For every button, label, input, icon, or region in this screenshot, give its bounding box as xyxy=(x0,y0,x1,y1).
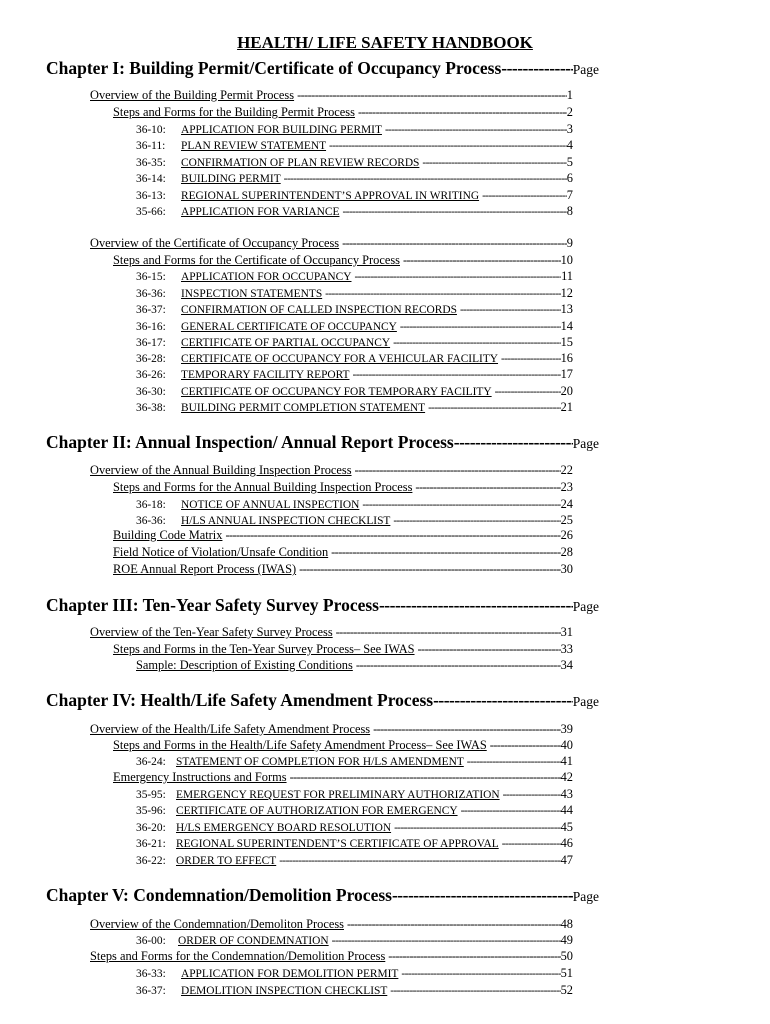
toc-entry[interactable]: ROE Annual Report Process (IWAS) ----- 30 xyxy=(113,562,573,578)
toc-form-entry[interactable]: 36-36: INSPECTION STATEMENTS ----- 12 xyxy=(136,286,573,302)
toc-entry[interactable]: Emergency Instructions and Forms ----- 42 xyxy=(113,770,573,786)
toc-form-entry[interactable]: 36-35: CONFIRMATION OF PLAN REVIEW RECORDS ----- 5 xyxy=(136,155,573,171)
toc-entry[interactable]: Overview of the Building Permit Process ----- 1 xyxy=(90,88,573,104)
toc-entry[interactable]: Overview of the Condemnation/Demoliton Process ----- 48 xyxy=(90,917,573,933)
toc-entry[interactable]: Overview of the Certificate of Occupancy Process ----- 9 xyxy=(90,236,573,252)
toc-form-entry[interactable]: 35-96: CERTIFICATE OF AUTHORIZATION FOR EMERGENCY ----- 44 xyxy=(136,803,573,819)
chapter-4-heading: Chapter IV: Health/Life Safety Amendment Process ----- Page xyxy=(46,690,599,711)
toc-entry[interactable]: Building Code Matrix ----- 26 xyxy=(113,528,573,544)
toc-form-entry[interactable]: 35-66: APPLICATION FOR VARIANCE ----- 8 xyxy=(136,204,573,220)
toc-form-entry[interactable]: 36-26: TEMPORARY FACILITY REPORT ----- 17 xyxy=(136,367,573,383)
chapter-5-heading: Chapter V: Condemnation/Demolition Process ----- Page xyxy=(46,885,599,906)
toc-entry[interactable]: Steps and Forms for the Building Permit Process ----- 2 xyxy=(113,105,573,121)
toc-form-entry[interactable]: 36-37: CONFIRMATION OF CALLED INSPECTION RECORDS ----- 13 xyxy=(136,302,573,318)
toc-entry[interactable]: Overview of the Health/Life Safety Amendment Process ----- 39 xyxy=(90,722,573,738)
toc-form-entry[interactable]: 36-24: STATEMENT OF COMPLETION FOR H/LS AMENDMENT ----- 41 xyxy=(136,754,573,770)
toc-form-entry[interactable]: 36-15: APPLICATION FOR OCCUPANCY ----- 11 xyxy=(136,269,573,285)
toc-entry[interactable]: Overview of the Annual Building Inspection Process ----- 22 xyxy=(90,463,573,479)
toc-form-entry[interactable]: 36-10: APPLICATION FOR BUILDING PERMIT ----- 3 xyxy=(136,122,573,138)
toc-form-entry[interactable]: 36-16: GENERAL CERTIFICATE OF OCCUPANCY ----- 14 xyxy=(136,319,573,335)
chapter-3-heading: Chapter III: Ten-Year Safety Survey Process ----- Page xyxy=(46,595,599,616)
toc-entry[interactable]: Steps and Forms for the Certificate of Occupancy Process ----- 10 xyxy=(113,253,573,269)
toc-form-entry[interactable]: 36-14: BUILDING PERMIT ----- 6 xyxy=(136,171,573,187)
toc-form-entry[interactable]: 36-00: ORDER OF CONDEMNATION ----- 49 xyxy=(136,933,573,949)
toc-form-entry[interactable]: 36-33: APPLICATION FOR DEMOLITION PERMIT ----- 51 xyxy=(136,966,573,982)
chapter-2-heading: Chapter II: Annual Inspection/ Annual Report Process ----- Page xyxy=(46,432,599,453)
toc-form-entry[interactable]: 36-30: CERTIFICATE OF OCCUPANCY FOR TEMPORARY FACILITY ----- 20 xyxy=(136,384,573,400)
toc-entry[interactable]: Steps and Forms in the Health/Life Safety Amendment Process– See IWAS ----- 40 xyxy=(113,738,573,754)
toc-entry[interactable]: Sample: Description of Existing Conditions ----- 34 xyxy=(136,658,573,674)
toc-form-entry[interactable]: 36-13: REGIONAL SUPERINTENDENT’S APPROVAL IN WRITING ----- 7 xyxy=(136,188,573,204)
toc-entry[interactable]: Steps and Forms in the Ten-Year Survey Process– See IWAS ----- 33 xyxy=(113,642,573,658)
handbook-title: HEALTH/ LIFE SAFETY HANDBOOK xyxy=(237,33,533,52)
toc-entry[interactable]: Overview of the Ten-Year Safety Survey Process ----- 31 xyxy=(90,625,573,641)
toc-form-entry[interactable]: 36-22: ORDER TO EFFECT ----- 47 xyxy=(136,853,573,869)
toc-form-entry[interactable]: 36-38: BUILDING PERMIT COMPLETION STATEMENT ----- 21 xyxy=(136,400,573,416)
toc-form-entry[interactable]: 36-36: H/LS ANNUAL INSPECTION CHECKLIST ----- 25 xyxy=(136,513,573,529)
toc-entry[interactable]: Steps and Forms for the Annual Building Inspection Process ----- 23 xyxy=(113,480,573,496)
toc-form-entry[interactable]: 36-20: H/LS EMERGENCY BOARD RESOLUTION ----- 45 xyxy=(136,820,573,836)
toc-form-entry[interactable]: 35-95: EMERGENCY REQUEST FOR PRELIMINARY AUTHORIZATION ----- 43 xyxy=(136,787,573,803)
toc-form-entry[interactable]: 36-37: DEMOLITION INSPECTION CHECKLIST ----- 52 xyxy=(136,983,573,999)
toc-form-entry[interactable]: 36-18: NOTICE OF ANNUAL INSPECTION ----- 24 xyxy=(136,497,573,513)
toc-form-entry[interactable]: 36-28: CERTIFICATE OF OCCUPANCY FOR A VEHICULAR FACILITY ----- 16 xyxy=(136,351,573,367)
toc-entry[interactable]: Field Notice of Violation/Unsafe Condition ----- 28 xyxy=(113,545,573,561)
toc-form-entry[interactable]: 36-11: PLAN REVIEW STATEMENT ----- 4 xyxy=(136,138,573,154)
toc-entry[interactable]: Steps and Forms for the Condemnation/Demolition Process ----- 50 xyxy=(90,949,573,965)
toc-form-entry[interactable]: 36-21: REGIONAL SUPERINTENDENT’S CERTIFICATE OF APPROVAL ----- 46 xyxy=(136,836,573,852)
chapter-1-heading: Chapter I: Building Permit/Certificate of Occupancy Process ----- Page xyxy=(46,58,599,79)
toc-form-entry[interactable]: 36-17: CERTIFICATE OF PARTIAL OCCUPANCY ----- 15 xyxy=(136,335,573,351)
